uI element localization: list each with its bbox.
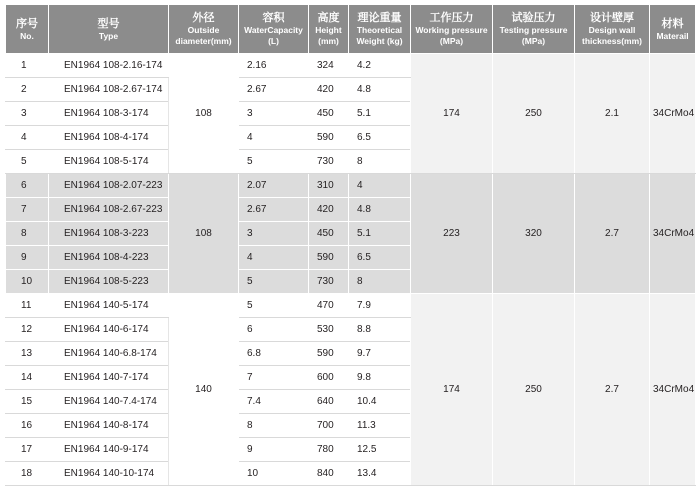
row-weight: 8 — [349, 150, 411, 174]
row-weight: 4.8 — [349, 78, 411, 102]
row-height: 730 — [309, 150, 349, 174]
row-type: EN1964 108-5-223 — [49, 270, 169, 294]
row-no: 15 — [6, 390, 49, 414]
row-type: EN1964 108-2.67-223 — [49, 198, 169, 222]
header-testing-pressure: 试验压力 Testing pressure (MPa) — [493, 5, 575, 54]
row-type: EN1964 108-5-174 — [49, 150, 169, 174]
header-diameter: 外径 Outside diameter(mm) — [169, 5, 239, 54]
row-type: EN1964 108-2.16-174 — [49, 54, 169, 78]
group-diameter: 140 — [169, 294, 239, 486]
row-capacity: 9 — [239, 438, 309, 462]
row-height: 590 — [309, 342, 349, 366]
table-row — [6, 174, 696, 198]
row-weight: 8 — [349, 270, 411, 294]
row-height: 470 — [309, 294, 349, 318]
group-material: 34CrMo4 — [650, 174, 696, 294]
row-no: 17 — [6, 438, 49, 462]
row-capacity: 2.67 — [239, 198, 309, 222]
row-capacity: 2.07 — [239, 174, 309, 198]
header-working-pressure: 工作压力 Working pressure (MPa) — [411, 5, 493, 54]
group-wall-thickness: 2.7 — [575, 174, 650, 294]
row-height: 730 — [309, 270, 349, 294]
row-no: 9 — [6, 246, 49, 270]
row-no: 7 — [6, 198, 49, 222]
row-height: 310 — [309, 174, 349, 198]
row-capacity: 6 — [239, 318, 309, 342]
row-weight: 5.1 — [349, 102, 411, 126]
row-height: 420 — [309, 78, 349, 102]
row-type: EN1964 108-4-223 — [49, 246, 169, 270]
table-body — [6, 54, 696, 486]
row-weight: 6.5 — [349, 126, 411, 150]
row-type: EN1964 108-4-174 — [49, 126, 169, 150]
row-type: EN1964 140-10-174 — [49, 462, 169, 486]
row-no: 16 — [6, 414, 49, 438]
row-height: 780 — [309, 438, 349, 462]
row-no: 2 — [6, 78, 49, 102]
header-material: 材料 Materail — [650, 5, 696, 54]
row-weight: 12.5 — [349, 438, 411, 462]
row-weight: 13.4 — [349, 462, 411, 486]
row-weight: 8.8 — [349, 318, 411, 342]
row-no: 4 — [6, 126, 49, 150]
row-capacity: 3 — [239, 102, 309, 126]
group-wall-thickness: 2.1 — [575, 54, 650, 174]
row-no: 13 — [6, 342, 49, 366]
header-height: 高度 Height (mm) — [309, 5, 349, 54]
row-weight: 10.4 — [349, 390, 411, 414]
table-row — [6, 54, 696, 78]
row-height: 530 — [309, 318, 349, 342]
group-working-pressure: 223 — [411, 174, 493, 294]
row-type: EN1964 108-2.67-174 — [49, 78, 169, 102]
row-weight: 11.3 — [349, 414, 411, 438]
row-height: 590 — [309, 126, 349, 150]
row-type: EN1964 140-7.4-174 — [49, 390, 169, 414]
group-working-pressure: 174 — [411, 54, 493, 174]
row-no: 3 — [6, 102, 49, 126]
row-weight: 5.1 — [349, 222, 411, 246]
row-no: 1 — [6, 54, 49, 78]
row-type: EN1964 108-3-174 — [49, 102, 169, 126]
row-weight: 4.2 — [349, 54, 411, 78]
group-material: 34CrMo4 — [650, 294, 696, 486]
row-type: EN1964 108-3-223 — [49, 222, 169, 246]
row-no: 6 — [6, 174, 49, 198]
row-type: EN1964 140-8-174 — [49, 414, 169, 438]
row-capacity: 10 — [239, 462, 309, 486]
row-weight: 6.5 — [349, 246, 411, 270]
row-weight: 4.8 — [349, 198, 411, 222]
group-testing-pressure: 250 — [493, 294, 575, 486]
row-weight: 4 — [349, 174, 411, 198]
row-height: 700 — [309, 414, 349, 438]
group-material: 34CrMo4 — [650, 54, 696, 174]
row-type: EN1964 140-6-174 — [49, 318, 169, 342]
header-capacity: 容积 WaterCapacity (L) — [239, 5, 309, 54]
group-wall-thickness: 2.7 — [575, 294, 650, 486]
row-no: 8 — [6, 222, 49, 246]
row-no: 10 — [6, 270, 49, 294]
row-height: 420 — [309, 198, 349, 222]
cylinder-spec-table — [5, 4, 696, 486]
row-height: 324 — [309, 54, 349, 78]
row-type: EN1964 108-2.07-223 — [49, 174, 169, 198]
row-height: 840 — [309, 462, 349, 486]
header-no: 序号 No. — [6, 5, 49, 54]
row-no: 11 — [6, 294, 49, 318]
row-capacity: 3 — [239, 222, 309, 246]
row-type: EN1964 140-7-174 — [49, 366, 169, 390]
header-weight: 理论重量 Theoretical Weight (kg) — [349, 5, 411, 54]
row-capacity: 7.4 — [239, 390, 309, 414]
row-height: 450 — [309, 222, 349, 246]
row-type: EN1964 140-5-174 — [49, 294, 169, 318]
row-weight: 9.8 — [349, 366, 411, 390]
row-no: 14 — [6, 366, 49, 390]
row-capacity: 2.67 — [239, 78, 309, 102]
row-capacity: 4 — [239, 126, 309, 150]
table-row — [6, 294, 696, 318]
row-no: 5 — [6, 150, 49, 174]
header-row — [6, 5, 696, 54]
row-capacity: 5 — [239, 150, 309, 174]
header-wall-thickness: 设计壁厚 Design wall thickness(mm) — [575, 5, 650, 54]
row-weight: 9.7 — [349, 342, 411, 366]
row-capacity: 5 — [239, 294, 309, 318]
group-diameter: 108 — [169, 174, 239, 294]
row-capacity: 8 — [239, 414, 309, 438]
row-height: 600 — [309, 366, 349, 390]
row-capacity: 4 — [239, 246, 309, 270]
group-testing-pressure: 250 — [493, 54, 575, 174]
header-type: 型号 Type — [49, 5, 169, 54]
row-capacity: 7 — [239, 366, 309, 390]
row-capacity: 2.16 — [239, 54, 309, 78]
row-capacity: 6.8 — [239, 342, 309, 366]
row-capacity: 5 — [239, 270, 309, 294]
row-type: EN1964 140-9-174 — [49, 438, 169, 462]
row-height: 640 — [309, 390, 349, 414]
row-no: 12 — [6, 318, 49, 342]
row-type: EN1964 140-6.8-174 — [49, 342, 169, 366]
row-weight: 7.9 — [349, 294, 411, 318]
row-height: 590 — [309, 246, 349, 270]
group-testing-pressure: 320 — [493, 174, 575, 294]
group-working-pressure: 174 — [411, 294, 493, 486]
row-no: 18 — [6, 462, 49, 486]
group-diameter: 108 — [169, 54, 239, 174]
row-height: 450 — [309, 102, 349, 126]
